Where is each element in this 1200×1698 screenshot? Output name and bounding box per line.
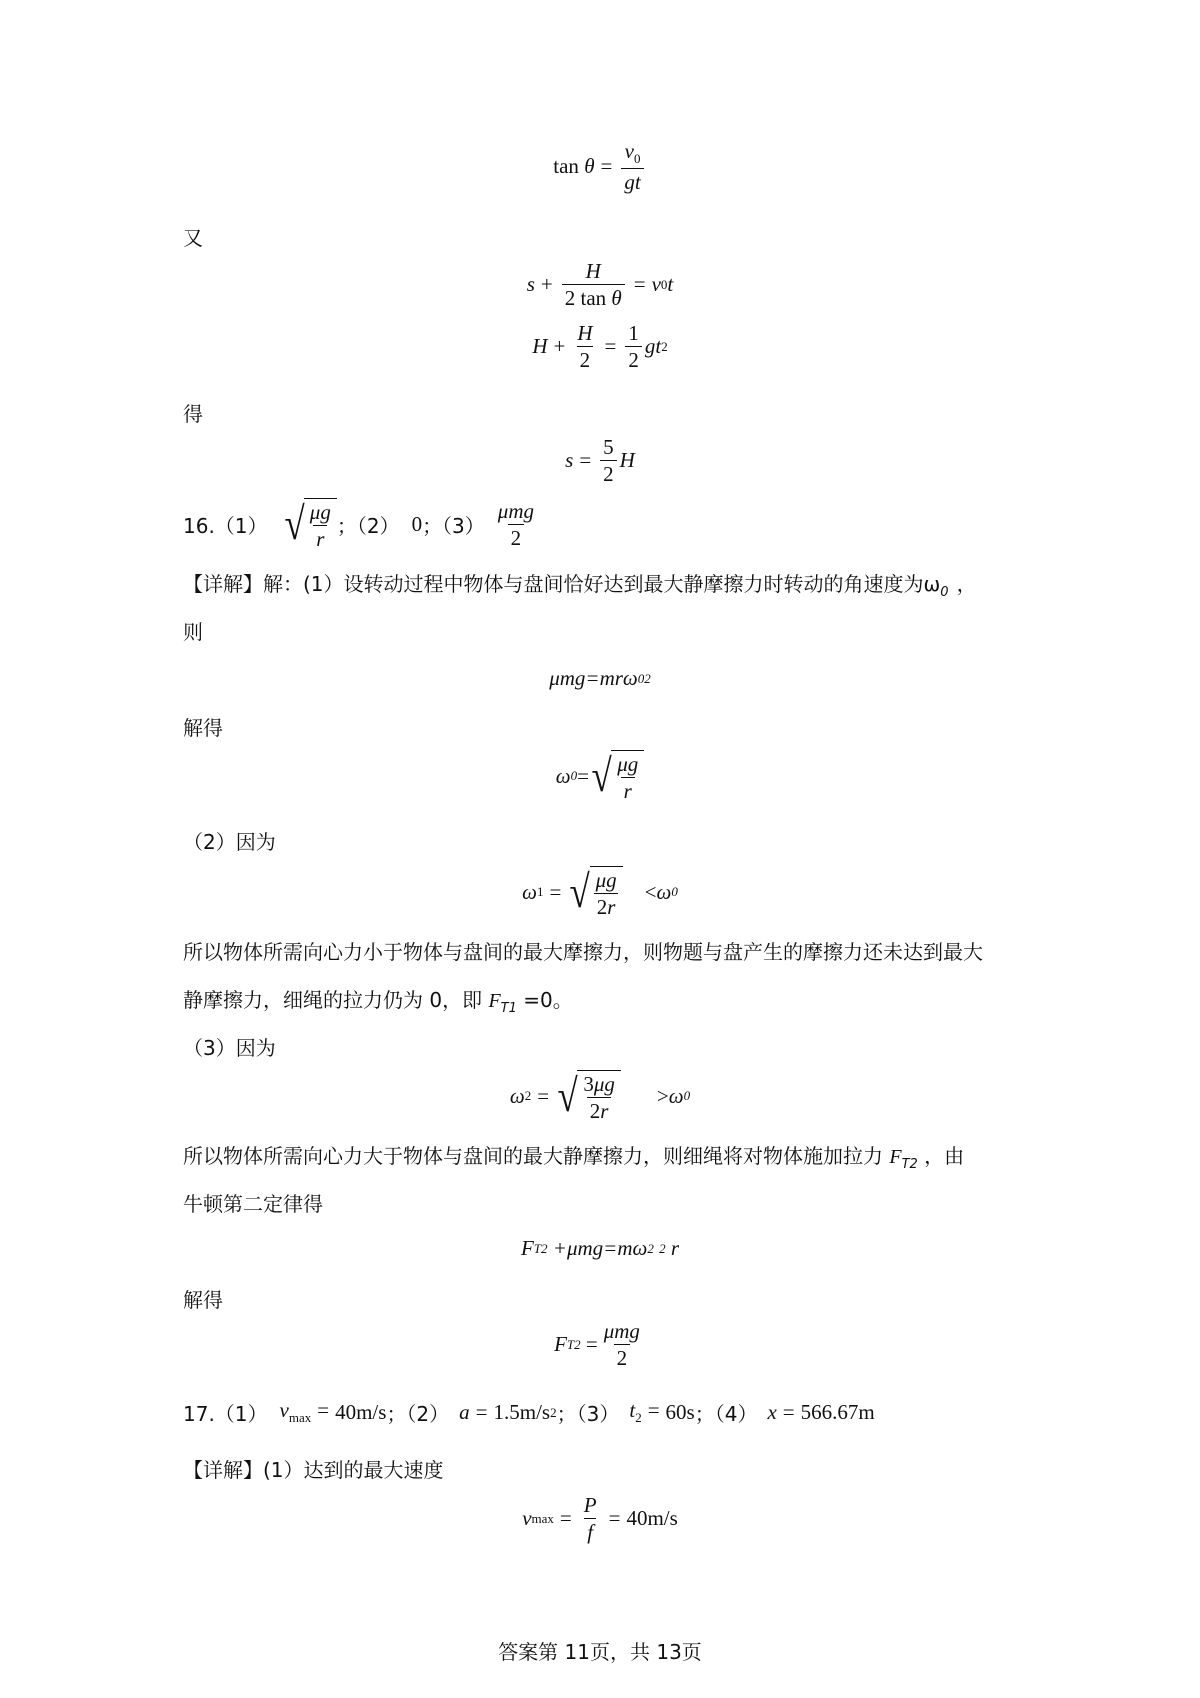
q17-part4: ；（4）	[694, 1402, 758, 1426]
paragraph-3b: 牛顿第二定律得	[183, 1192, 323, 1216]
text-jiede-1: 解得	[183, 716, 223, 740]
q16-part3: ；（3）	[422, 513, 485, 538]
equation-h-half: H + $\frac{H}{2}$ = $\frac{1}{2}$ gt 2	[532, 321, 668, 373]
q17-part3: ；（3）	[556, 1402, 620, 1426]
answer-16: 16.（1） √ $\frac{\mu g}{r}$ ；（2） 0 ；（3） $\frac{\text{μmg}}{2}$	[183, 498, 535, 552]
equation-omega0: ω 0 = √ $\frac{\mu g}{r}$	[0, 750, 1200, 802]
q16-part2: ；（2）	[336, 513, 400, 538]
equation-ft2: F T2 = $\frac{\text{μmg}}{2}$	[554, 1319, 640, 1371]
equation-friction: μmg=mrω 0 2	[549, 666, 651, 690]
q17-a: 1.5m/s	[493, 1400, 551, 1424]
q17-x: 566.67m	[800, 1400, 875, 1424]
equation-omega2: ω 2 = √ $\frac{3\mu g}{2r}$ > ω 0	[509, 1070, 691, 1124]
equation-s-h: s + $\frac{H}{\text{2 tan θ}}$ = v 0 t	[526, 259, 674, 311]
q16-zero: 0	[411, 511, 423, 536]
equation-newton: F T2 +μmg=mω 2 2 r	[520, 1236, 680, 1260]
equation-s-result: s = $\frac{5}{2}$ H	[565, 435, 635, 487]
text-you: 又	[183, 226, 203, 250]
text-jiede-2: 解得	[183, 1288, 223, 1312]
equation-tan-theta: tan θ = $\frac{v_0}{gt}$	[0, 140, 1200, 193]
page-footer: 答案第 11页，共 13页	[498, 1640, 702, 1664]
q17-number: 17.（1）	[183, 1402, 268, 1426]
detail-17: 【详解】(1）达到的最大速度	[183, 1458, 444, 1482]
detail-16: 【详解】解：(1）设转动过程中物体与盘间恰好达到最大静摩擦力时转动的角速度为$\omega_0$ ，	[183, 572, 977, 600]
q17-t2: 60s	[665, 1400, 695, 1424]
text-part3: （3）因为	[183, 1036, 276, 1060]
equation-vmax: v max = $\frac{P}{f}$ = 40m/s	[522, 1493, 678, 1545]
text-ze: 则	[183, 620, 203, 644]
paragraph-2b: 静摩擦力，细绳的拉力仍为 0，即 $F_{T1} =0$。	[183, 988, 573, 1016]
text-de: 得	[183, 402, 203, 426]
equation-omega1: ω 1 = √ $\frac{\mu g}{2r}$ < ω 0	[522, 866, 678, 920]
paragraph-2a: 所以物体所需向心力小于物体与盘间的最大摩擦力，则物题与盘产生的摩擦力还未达到最大	[183, 940, 983, 964]
q17-vmax: 40m/s	[335, 1400, 387, 1424]
paragraph-3a: 所以物体所需向心力大于物体与盘间的最大静摩擦力，则细绳将对物体施加拉力 $F_{T2}$ ，由	[183, 1144, 965, 1172]
q17-part2: ；（2）	[386, 1402, 450, 1426]
answer-17: 17.（1） $v_{max}$ = 40m/s ；（2） a = 1.5m/s 2 ；（3） $t_2$ = 60s ；（4） x = 566.67m	[183, 1398, 875, 1426]
text-part2: （2）因为	[183, 830, 276, 854]
q16-number: 16.（1）	[183, 513, 268, 538]
